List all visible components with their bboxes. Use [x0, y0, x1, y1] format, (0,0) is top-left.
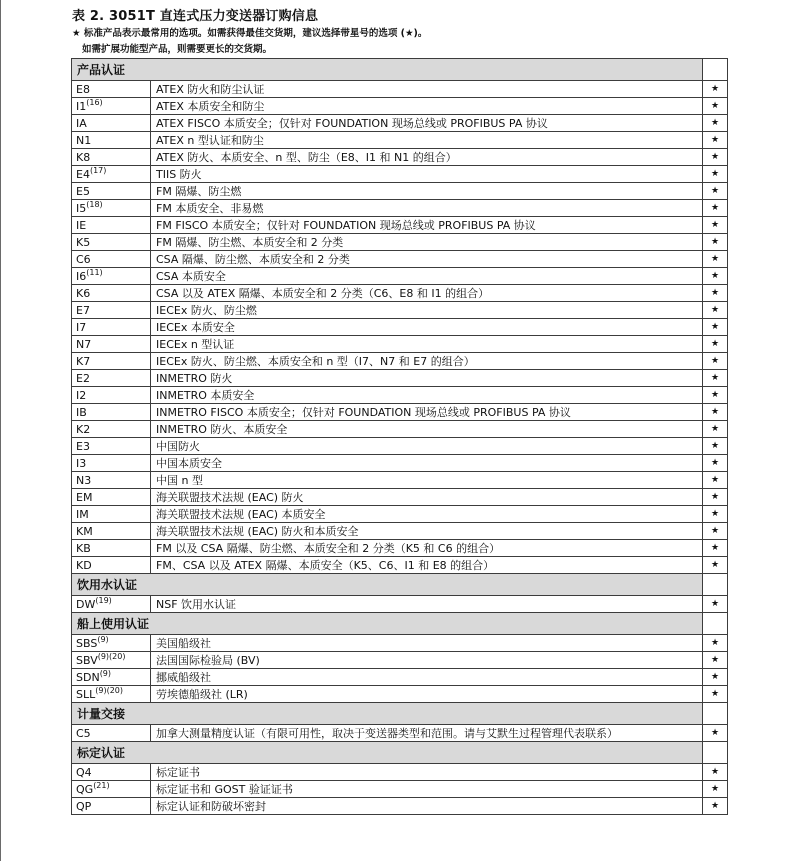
option-code: SBV [76, 653, 98, 667]
ordering-table [71, 58, 728, 815]
table-row [72, 234, 728, 251]
table-row [72, 132, 728, 149]
table-row [72, 798, 728, 815]
table-row [72, 596, 728, 613]
standard-star-icon: ★ [703, 200, 728, 217]
standard-star-icon: ★ [703, 98, 728, 115]
option-code-cell [72, 268, 151, 285]
option-description: 挪威船级社 [151, 669, 703, 686]
section-title: 产品认证 [72, 59, 703, 81]
section-header-row [72, 574, 728, 596]
option-description: INMETRO FISCO 本质安全；仅针对 FOUNDATION 现场总线或 PROFIBUS PA 协议 [151, 404, 703, 421]
option-code: K5 [76, 235, 91, 249]
option-description: ATEX 防火、本质安全、n 型、防尘（E8、I1 和 N1 的组合） [151, 149, 703, 166]
section-header-row [72, 59, 728, 81]
table-row [72, 669, 728, 686]
table-row [72, 438, 728, 455]
option-code-cell [72, 669, 151, 686]
table-row [72, 635, 728, 652]
section-header-row [72, 703, 728, 725]
option-code-cell [72, 319, 151, 336]
option-code: E7 [76, 303, 90, 317]
option-code-cell [72, 652, 151, 669]
footnote-ref: (18) [86, 199, 103, 209]
option-description: 加拿大测量精度认证（有限可用性，取决于变送器类型和范围。请与艾默生过程管理代表联系） [151, 725, 703, 742]
option-code: I2 [76, 388, 87, 402]
option-code: I3 [76, 456, 87, 470]
table-row [72, 251, 728, 268]
option-description: 劳埃德船级社 (LR) [151, 686, 703, 703]
footnote-ref: (9)(20) [95, 685, 124, 695]
option-code-cell [72, 251, 151, 268]
option-code: EM [76, 490, 93, 504]
table-row [72, 540, 728, 557]
standard-star-icon: ★ [703, 132, 728, 149]
table-row [72, 319, 728, 336]
table-row [72, 506, 728, 523]
page-left-rule [0, 0, 1, 861]
option-code-cell [72, 336, 151, 353]
standard-star-icon: ★ [703, 523, 728, 540]
footnote-ref: (9) [99, 668, 112, 678]
table-row [72, 217, 728, 234]
option-code: K8 [76, 150, 91, 164]
standard-star-icon: ★ [703, 319, 728, 336]
option-description: 标定证书和 GOST 验证证书 [151, 781, 703, 798]
option-code-cell [72, 81, 151, 98]
option-code-cell [72, 540, 151, 557]
standard-star-icon: ★ [703, 489, 728, 506]
table-row [72, 725, 728, 742]
option-code: IB [76, 405, 87, 419]
option-description: CSA 以及 ATEX 隔爆、本质安全和 2 分类（C6、E8 和 I1 的组合） [151, 285, 703, 302]
option-code-cell [72, 132, 151, 149]
option-code: KB [76, 541, 91, 555]
option-code-cell [72, 234, 151, 251]
option-code-cell [72, 506, 151, 523]
option-description: INMETRO 本质安全 [151, 387, 703, 404]
table-row [72, 183, 728, 200]
table-row [72, 686, 728, 703]
option-code: DW [76, 597, 96, 611]
option-description: CSA 本质安全 [151, 268, 703, 285]
option-code: C6 [76, 252, 91, 266]
option-code-cell [72, 781, 151, 798]
table-row [72, 421, 728, 438]
table-row [72, 472, 728, 489]
option-code: K2 [76, 422, 91, 436]
standard-star-icon: ★ [703, 669, 728, 686]
footnote-ref: (9)(20) [97, 651, 126, 661]
standard-star-icon: ★ [703, 336, 728, 353]
option-code-cell [72, 798, 151, 815]
option-description: ATEX FISCO 本质安全；仅针对 FOUNDATION 现场总线或 PROFIBUS PA 协议 [151, 115, 703, 132]
option-code: N1 [76, 133, 92, 147]
standard-star-icon: ★ [703, 540, 728, 557]
option-code: E2 [76, 371, 90, 385]
section-star-cell [703, 742, 728, 764]
option-code-cell [72, 149, 151, 166]
option-code-cell [72, 455, 151, 472]
standard-star-icon: ★ [703, 596, 728, 613]
option-description: 标定认证和防破坏密封 [151, 798, 703, 815]
option-code: QP [76, 799, 92, 813]
option-description: FM FISCO 本质安全；仅针对 FOUNDATION 现场总线或 PROFIBUS PA 协议 [151, 217, 703, 234]
footnote-ref: (16) [86, 97, 103, 107]
table-title: 表 2. 3051T 直连式压力变送器订购信息 [72, 9, 319, 24]
option-description: FM 隔爆、防尘燃 [151, 183, 703, 200]
option-code-cell [72, 596, 151, 613]
option-description: IECEx 防火、防尘燃 [151, 302, 703, 319]
option-description: IECEx 本质安全 [151, 319, 703, 336]
standard-star-icon: ★ [703, 557, 728, 574]
section-star-cell [703, 574, 728, 596]
table-row [72, 115, 728, 132]
footnote-ref: (17) [89, 165, 107, 175]
section-star-cell [703, 613, 728, 635]
option-code-cell [72, 686, 151, 703]
option-code-cell [72, 166, 151, 183]
option-code: SLL [76, 687, 96, 701]
section-header-row [72, 742, 728, 764]
option-code-cell [72, 370, 151, 387]
standard-star-icon: ★ [703, 302, 728, 319]
option-code-cell [72, 98, 151, 115]
option-code-cell [72, 302, 151, 319]
table-row [72, 523, 728, 540]
option-description: FM 隔爆、防尘燃、本质安全和 2 分类 [151, 234, 703, 251]
option-code: KD [76, 558, 92, 572]
option-code-cell [72, 523, 151, 540]
option-code-cell [72, 115, 151, 132]
option-code: E4 [76, 167, 90, 181]
extended-note: 如需扩展功能型产品，则需要更长的交货期。 [82, 44, 273, 55]
option-code: I5 [76, 201, 87, 215]
option-code: SBS [76, 636, 98, 650]
option-code: K6 [76, 286, 91, 300]
option-code: SDN [76, 670, 100, 684]
option-description: ATEX n 型认证和防尘 [151, 132, 703, 149]
option-code-cell [72, 472, 151, 489]
table-row [72, 285, 728, 302]
option-code: QG [76, 782, 94, 796]
option-code: KM [76, 524, 93, 538]
option-description: 海关联盟技术法规 (EAC) 本质安全 [151, 506, 703, 523]
standard-star-icon: ★ [703, 421, 728, 438]
standard-star-icon: ★ [703, 115, 728, 132]
table-row [72, 455, 728, 472]
table-row [72, 149, 728, 166]
option-code-cell [72, 489, 151, 506]
option-description: 中国 n 型 [151, 472, 703, 489]
section-star-cell [703, 703, 728, 725]
option-description: IECEx n 型认证 [151, 336, 703, 353]
table-row [72, 764, 728, 781]
standard-star-icon: ★ [703, 686, 728, 703]
option-code-cell [72, 725, 151, 742]
option-code: C5 [76, 726, 91, 740]
standard-star-icon: ★ [703, 725, 728, 742]
table-row [72, 200, 728, 217]
option-code-cell [72, 285, 151, 302]
standard-star-icon: ★ [703, 251, 728, 268]
standard-star-icon: ★ [703, 149, 728, 166]
section-title: 饮用水认证 [72, 574, 703, 596]
standard-star-icon: ★ [703, 472, 728, 489]
standard-star-icon: ★ [703, 268, 728, 285]
option-description: FM、CSA 以及 ATEX 隔爆、本质安全（K5、C6、I1 和 E8 的组合） [151, 557, 703, 574]
table-row [72, 781, 728, 798]
option-description: ATEX 防火和防尘认证 [151, 81, 703, 98]
option-description: INMETRO 防火 [151, 370, 703, 387]
option-code: N7 [76, 337, 92, 351]
section-title: 船上使用认证 [72, 613, 703, 635]
table-row [72, 404, 728, 421]
option-code-cell [72, 438, 151, 455]
option-code-cell [72, 183, 151, 200]
table-row [72, 387, 728, 404]
option-code: IM [76, 507, 89, 521]
standard-star-icon: ★ [703, 764, 728, 781]
option-description: 中国本质安全 [151, 455, 703, 472]
option-description: 海关联盟技术法规 (EAC) 防火和本质安全 [151, 523, 703, 540]
section-header-row [72, 613, 728, 635]
table-row [72, 652, 728, 669]
standard-star-icon: ★ [703, 217, 728, 234]
standard-star-icon: ★ [703, 387, 728, 404]
standard-star-icon: ★ [703, 404, 728, 421]
option-code-cell [72, 404, 151, 421]
option-description: ATEX 本质安全和防尘 [151, 98, 703, 115]
option-description: 标定证书 [151, 764, 703, 781]
footnote-ref: (11) [86, 267, 103, 277]
option-code: IA [76, 116, 87, 130]
table-row [72, 336, 728, 353]
option-description: CSA 隔爆、防尘燃、本质安全和 2 分类 [151, 251, 703, 268]
standard-star-icon: ★ [703, 183, 728, 200]
option-code: E5 [76, 184, 90, 198]
section-title: 计量交接 [72, 703, 703, 725]
table-row [72, 557, 728, 574]
option-description: FM 以及 CSA 隔爆、防尘燃、本质安全和 2 分类（K5 和 C6 的组合） [151, 540, 703, 557]
option-description: 美国船级社 [151, 635, 703, 652]
option-code: I7 [76, 320, 87, 334]
option-code: K7 [76, 354, 91, 368]
option-description: INMETRO 防火、本质安全 [151, 421, 703, 438]
standard-note: ★ 标准产品表示最常用的选项。如需获得最佳交货期，建议选择带星号的选项 (★)。 [72, 28, 428, 39]
table-row [72, 489, 728, 506]
section-star-cell [703, 59, 728, 81]
standard-star-icon: ★ [703, 455, 728, 472]
option-code: I1 [76, 99, 87, 113]
standard-star-icon: ★ [703, 506, 728, 523]
footnote-ref: (19) [95, 595, 112, 605]
option-code-cell [72, 557, 151, 574]
standard-star-icon: ★ [703, 798, 728, 815]
standard-star-icon: ★ [703, 652, 728, 669]
option-description: 法国国际检验局 (BV) [151, 652, 703, 669]
footnote-ref: (21) [93, 780, 110, 790]
option-description: FM 本质安全、非易燃 [151, 200, 703, 217]
standard-star-icon: ★ [703, 635, 728, 652]
option-code-cell [72, 635, 151, 652]
standard-star-icon: ★ [703, 438, 728, 455]
option-code: Q4 [76, 765, 92, 779]
option-code-cell [72, 353, 151, 370]
option-code: E8 [76, 82, 90, 96]
option-code: I6 [76, 269, 87, 283]
standard-star-icon: ★ [703, 166, 728, 183]
option-description: TIIS 防火 [151, 166, 703, 183]
footnote-ref: (9) [97, 634, 109, 644]
standard-star-icon: ★ [703, 781, 728, 798]
option-code-cell [72, 200, 151, 217]
option-description: IECEx 防火、防尘燃、本质安全和 n 型（I7、N7 和 E7 的组合） [151, 353, 703, 370]
option-code-cell [72, 764, 151, 781]
table-row [72, 166, 728, 183]
standard-star-icon: ★ [703, 353, 728, 370]
table-row [72, 268, 728, 285]
option-code-cell [72, 421, 151, 438]
standard-star-icon: ★ [703, 370, 728, 387]
option-code-cell [72, 217, 151, 234]
option-description: 海关联盟技术法规 (EAC) 防火 [151, 489, 703, 506]
option-description: NSF 饮用水认证 [151, 596, 703, 613]
standard-star-icon: ★ [703, 81, 728, 98]
table-row [72, 98, 728, 115]
option-code: E3 [76, 439, 90, 453]
option-code: IE [76, 218, 87, 232]
standard-star-icon: ★ [703, 285, 728, 302]
standard-star-icon: ★ [703, 234, 728, 251]
option-code-cell [72, 387, 151, 404]
table-row [72, 302, 728, 319]
option-description: 中国防火 [151, 438, 703, 455]
table-row [72, 353, 728, 370]
table-row [72, 81, 728, 98]
section-title: 标定认证 [72, 742, 703, 764]
option-code: N3 [76, 473, 92, 487]
table-row [72, 370, 728, 387]
